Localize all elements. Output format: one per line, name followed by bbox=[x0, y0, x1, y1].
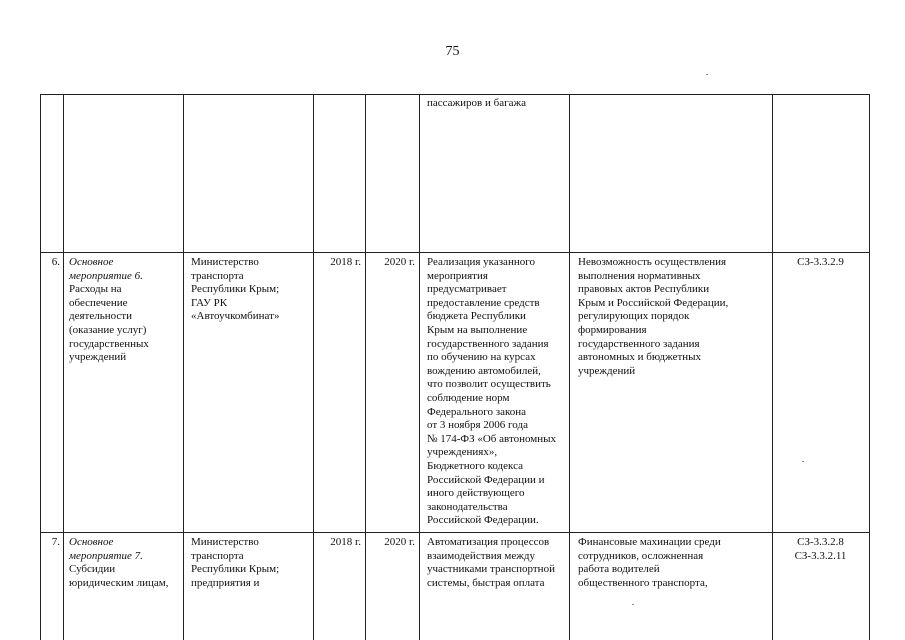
text-line: Расходы на bbox=[69, 283, 122, 296]
row6-consequences bbox=[578, 256, 770, 378]
row7-start-year: 2018 г. bbox=[330, 536, 361, 548]
table-border-right bbox=[869, 94, 870, 640]
page-number: 75 bbox=[445, 44, 460, 59]
text-line: бюджета Республики bbox=[427, 310, 526, 323]
table-border-top bbox=[40, 94, 870, 95]
text-line: соблюдение норм bbox=[427, 391, 510, 404]
table-border-left bbox=[40, 94, 41, 640]
text-line: Автоматизация процессов bbox=[427, 536, 550, 548]
text-line: «Автоучкомбинат» bbox=[191, 310, 280, 323]
row-divider-6 bbox=[40, 252, 870, 253]
row7-title bbox=[69, 536, 181, 590]
text-line: Субсидии bbox=[69, 563, 116, 576]
scan-speck bbox=[802, 461, 804, 462]
text-line: обеспечение bbox=[69, 296, 128, 309]
row7-executor bbox=[191, 536, 311, 590]
text-line: государственного задания bbox=[578, 337, 700, 350]
text-line: СЗ-3.3.2.9 bbox=[797, 256, 844, 268]
row6-indicators bbox=[772, 256, 869, 270]
row6-title bbox=[69, 256, 181, 365]
row7-result bbox=[427, 536, 567, 590]
text-line: автономных и бюджетных bbox=[578, 351, 702, 364]
col-divider-end bbox=[419, 94, 420, 640]
text-line: Федерального закона bbox=[427, 405, 527, 418]
text-line: Министерство bbox=[191, 536, 259, 548]
text-line: деятельности bbox=[69, 310, 132, 323]
row6-end-year: 2020 г. bbox=[384, 256, 415, 268]
text-line: № 174-ФЗ «Об автономных bbox=[427, 432, 557, 445]
text-line: предприятия и bbox=[191, 576, 260, 589]
text-line: Республики Крым; bbox=[191, 283, 280, 296]
scan-speck bbox=[706, 74, 708, 75]
text-line: СЗ-3.3.2.8 bbox=[797, 536, 844, 548]
text-line: Бюджетного кодекса bbox=[427, 459, 524, 472]
text-line: общественного транспорта, bbox=[578, 576, 708, 589]
text-line: Крым и Российской Федерации, bbox=[578, 296, 729, 309]
text-line: Министерство bbox=[191, 256, 259, 268]
row7-end-year: 2020 г. bbox=[384, 536, 415, 548]
text-line: регулирующих порядок bbox=[578, 310, 690, 323]
text-line: Реализация указанного bbox=[427, 256, 535, 268]
text-line: системы, быстрая оплата bbox=[427, 576, 545, 589]
row6-number: 6. bbox=[51, 256, 60, 268]
text-line: от 3 ноября 2006 года bbox=[427, 419, 528, 432]
col-divider-executor bbox=[313, 94, 314, 640]
text-line: Республики Крым; bbox=[191, 563, 280, 576]
text-line: (оказание услуг) bbox=[69, 323, 147, 336]
text-line: мероприятие 7. bbox=[69, 549, 143, 562]
col-divider-num bbox=[63, 94, 64, 640]
text-line: что позволит осуществить bbox=[427, 378, 551, 391]
text-line: законодательства bbox=[427, 500, 508, 513]
row7-consequences bbox=[578, 536, 770, 590]
row7-indicators bbox=[772, 536, 869, 563]
text-line: государственного задания bbox=[427, 337, 549, 350]
text-line: сотрудников, осложненная bbox=[578, 549, 704, 562]
scan-speck bbox=[632, 604, 634, 605]
text-line: правовых актов Республики bbox=[578, 283, 710, 296]
text-line: Крым на выполнение bbox=[427, 323, 528, 336]
text-line: мероприятия bbox=[427, 269, 488, 282]
text-line: по обучению на курсах bbox=[427, 351, 536, 364]
text-line: СЗ-3.3.2.11 bbox=[794, 549, 847, 562]
text-line: иного действующего bbox=[427, 487, 525, 500]
text-line: участниками транспортной bbox=[427, 563, 555, 576]
text-line: Невозможность осуществления bbox=[578, 256, 727, 268]
text-line: государственных bbox=[69, 337, 149, 350]
text-line: учреждений bbox=[69, 351, 127, 364]
text-line: формирования bbox=[578, 323, 647, 336]
col-divider-result bbox=[569, 94, 570, 640]
text-line: транспорта bbox=[191, 269, 244, 282]
row-divider-7 bbox=[40, 532, 870, 533]
col-divider-start bbox=[365, 94, 366, 640]
row7-number: 7. bbox=[51, 536, 60, 548]
row-cont-result bbox=[427, 97, 567, 111]
text-line: пассажиров и багажа bbox=[427, 97, 526, 109]
text-line: предусматривает bbox=[427, 283, 507, 296]
text-line: вождению автомобилей, bbox=[427, 364, 541, 377]
text-line: предоставление средств bbox=[427, 296, 540, 309]
text-line: Финансовые махинации среди bbox=[578, 536, 721, 548]
text-line: выполнения нормативных bbox=[578, 269, 701, 282]
text-line: учреждениях», bbox=[427, 446, 498, 459]
text-line: Российской Федерации. bbox=[427, 514, 539, 527]
col-divider-title bbox=[183, 94, 184, 640]
text-line: мероприятие 6. bbox=[69, 269, 143, 282]
text-line: Российской Федерации и bbox=[427, 473, 545, 486]
text-line: взаимодействия между bbox=[427, 549, 535, 562]
text-line: ГАУ РК bbox=[191, 296, 228, 309]
text-line: Основное bbox=[69, 536, 114, 548]
row6-result bbox=[427, 256, 567, 528]
text-line: транспорта bbox=[191, 549, 244, 562]
row6-start-year: 2018 г. bbox=[330, 256, 361, 268]
text-line: учреждений bbox=[578, 364, 636, 377]
text-line: Основное bbox=[69, 256, 114, 268]
row6-executor bbox=[191, 256, 311, 324]
text-line: работа водителей bbox=[578, 563, 660, 576]
text-line: юридическим лицам, bbox=[69, 576, 169, 589]
